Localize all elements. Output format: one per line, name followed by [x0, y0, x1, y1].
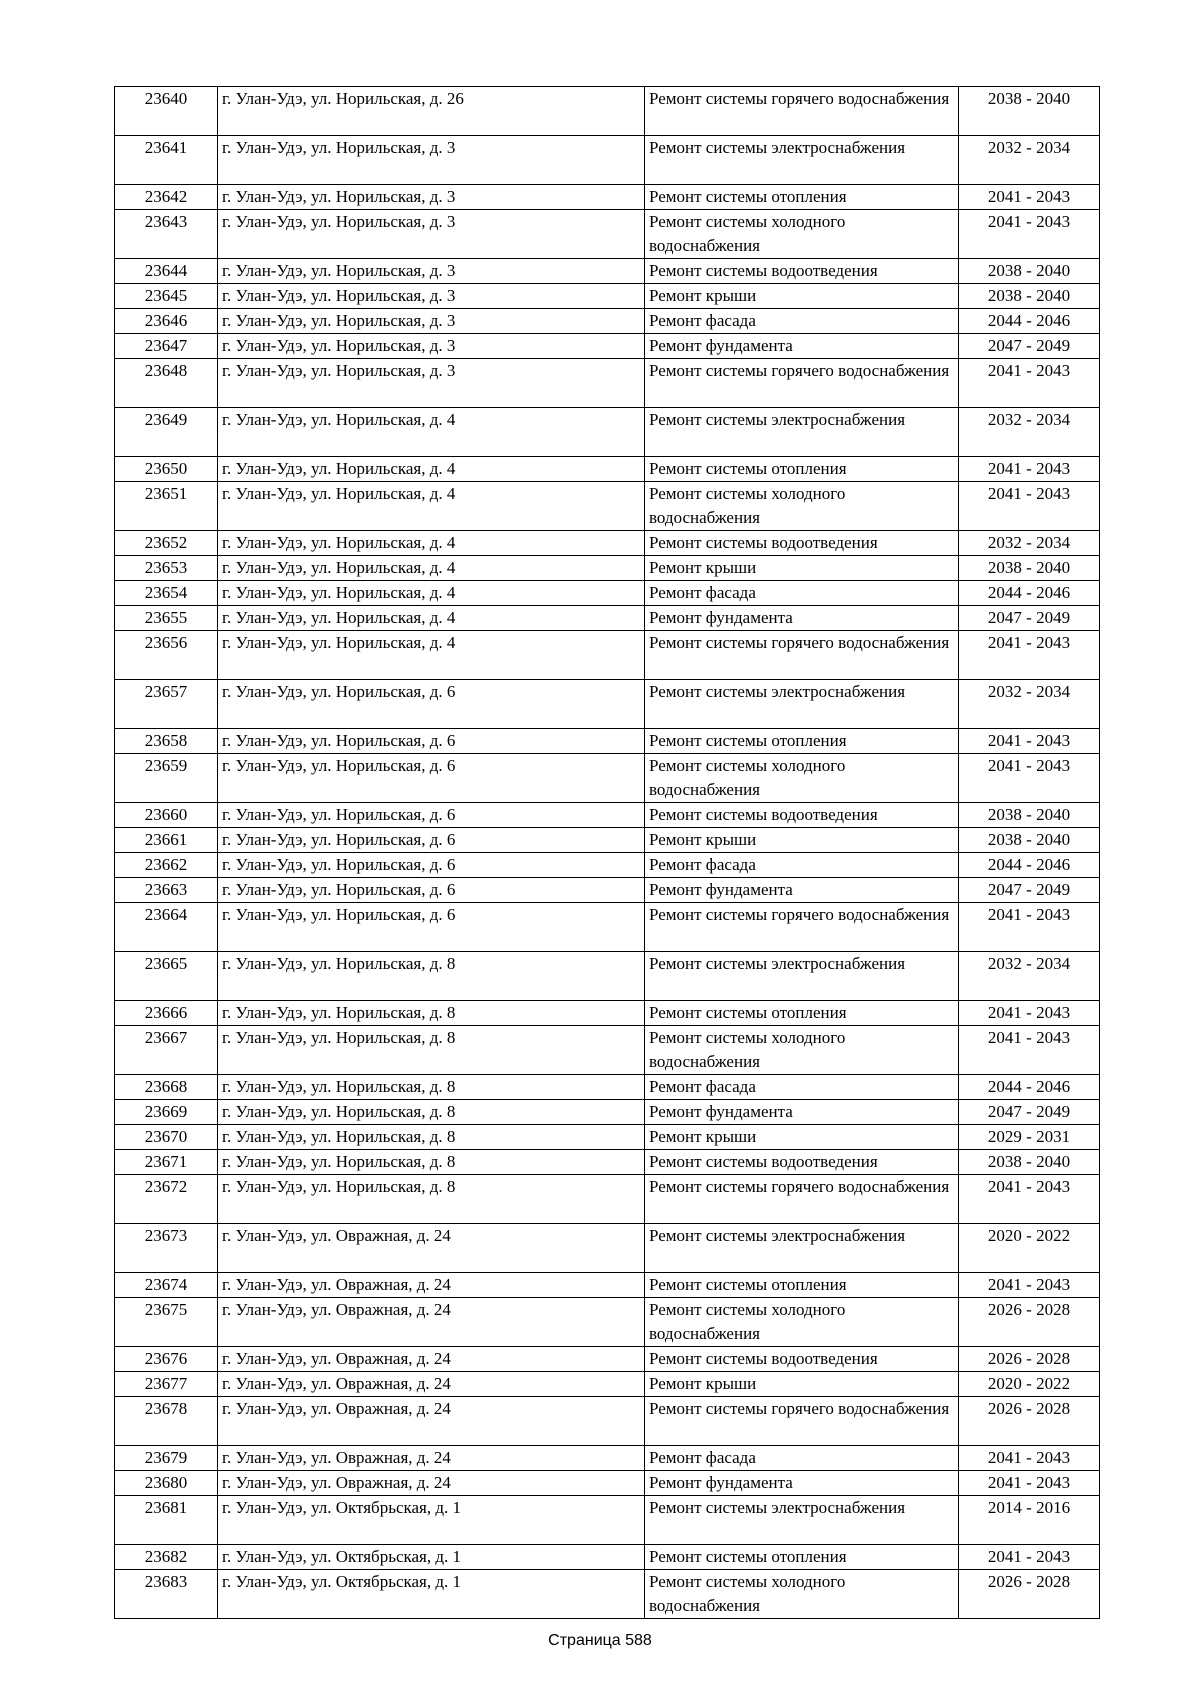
work-type-cell: Ремонт системы водоотведения — [645, 803, 959, 828]
work-type-cell: Ремонт системы отопления — [645, 1545, 959, 1570]
work-type-cell: Ремонт фундамента — [645, 1100, 959, 1125]
row-number-cell: 23674 — [115, 1273, 218, 1298]
row-number-cell: 23645 — [115, 284, 218, 309]
period-cell: 2041 - 2043 — [959, 1273, 1100, 1298]
work-type-cell: Ремонт системы горячего водоснабжения — [645, 631, 959, 680]
table-row — [115, 1273, 1100, 1298]
row-number-cell: 23669 — [115, 1100, 218, 1125]
row-number-cell: 23666 — [115, 1001, 218, 1026]
table-row — [115, 680, 1100, 729]
address-cell: г. Улан-Удэ, ул. Норильская, д. 8 — [218, 1175, 645, 1224]
table-row — [115, 309, 1100, 334]
period-cell: 2026 - 2028 — [959, 1570, 1100, 1619]
period-cell: 2041 - 2043 — [959, 1446, 1100, 1471]
period-cell: 2041 - 2043 — [959, 359, 1100, 408]
row-number-cell: 23654 — [115, 581, 218, 606]
work-type-cell: Ремонт системы электроснабжения — [645, 952, 959, 1001]
period-cell: 2041 - 2043 — [959, 1471, 1100, 1496]
period-cell: 2038 - 2040 — [959, 828, 1100, 853]
period-cell: 2041 - 2043 — [959, 457, 1100, 482]
address-cell: г. Улан-Удэ, ул. Норильская, д. 4 — [218, 531, 645, 556]
table-row — [115, 878, 1100, 903]
work-type-cell: Ремонт крыши — [645, 284, 959, 309]
row-number-cell: 23678 — [115, 1397, 218, 1446]
work-type-cell: Ремонт системы водоотведения — [645, 1347, 959, 1372]
work-type-cell: Ремонт крыши — [645, 556, 959, 581]
address-cell: г. Улан-Удэ, ул. Норильская, д. 4 — [218, 581, 645, 606]
work-type-cell: Ремонт системы холодного водоснабжения — [645, 482, 959, 531]
table-row — [115, 952, 1100, 1001]
row-number-cell: 23676 — [115, 1347, 218, 1372]
table-row — [115, 556, 1100, 581]
address-cell: г. Улан-Удэ, ул. Норильская, д. 6 — [218, 878, 645, 903]
work-type-cell: Ремонт системы отопления — [645, 185, 959, 210]
work-type-cell: Ремонт фундамента — [645, 1471, 959, 1496]
period-cell: 2032 - 2034 — [959, 136, 1100, 185]
address-cell: г. Улан-Удэ, ул. Норильская, д. 3 — [218, 185, 645, 210]
work-type-cell: Ремонт системы горячего водоснабжения — [645, 1175, 959, 1224]
row-number-cell: 23672 — [115, 1175, 218, 1224]
row-number-cell: 23662 — [115, 853, 218, 878]
period-cell: 2014 - 2016 — [959, 1496, 1100, 1545]
table-row — [115, 408, 1100, 457]
row-number-cell: 23680 — [115, 1471, 218, 1496]
table-row — [115, 1347, 1100, 1372]
period-cell: 2041 - 2043 — [959, 482, 1100, 531]
work-type-cell: Ремонт системы водоотведения — [645, 1150, 959, 1175]
row-number-cell: 23671 — [115, 1150, 218, 1175]
period-cell: 2020 - 2022 — [959, 1224, 1100, 1273]
address-cell: г. Улан-Удэ, ул. Норильская, д. 3 — [218, 259, 645, 284]
address-cell: г. Улан-Удэ, ул. Норильская, д. 6 — [218, 828, 645, 853]
table-row — [115, 1397, 1100, 1446]
period-cell: 2041 - 2043 — [959, 1001, 1100, 1026]
table-row — [115, 853, 1100, 878]
address-cell: г. Улан-Удэ, ул. Норильская, д. 8 — [218, 1075, 645, 1100]
address-cell: г. Улан-Удэ, ул. Норильская, д. 4 — [218, 631, 645, 680]
address-cell: г. Улан-Удэ, ул. Октябрьская, д. 1 — [218, 1496, 645, 1545]
table-row — [115, 1150, 1100, 1175]
work-type-cell: Ремонт системы холодного водоснабжения — [645, 210, 959, 259]
period-cell: 2041 - 2043 — [959, 754, 1100, 803]
address-cell: г. Улан-Удэ, ул. Норильская, д. 8 — [218, 1125, 645, 1150]
address-cell: г. Улан-Удэ, ул. Овражная, д. 24 — [218, 1471, 645, 1496]
period-cell: 2041 - 2043 — [959, 631, 1100, 680]
row-number-cell: 23642 — [115, 185, 218, 210]
work-type-cell: Ремонт системы отопления — [645, 729, 959, 754]
row-number-cell: 23681 — [115, 1496, 218, 1545]
row-number-cell: 23673 — [115, 1224, 218, 1273]
address-cell: г. Улан-Удэ, ул. Норильская, д. 3 — [218, 309, 645, 334]
period-cell: 2032 - 2034 — [959, 952, 1100, 1001]
row-number-cell: 23651 — [115, 482, 218, 531]
period-cell: 2032 - 2034 — [959, 408, 1100, 457]
row-number-cell: 23650 — [115, 457, 218, 482]
address-cell: г. Улан-Удэ, ул. Овражная, д. 24 — [218, 1273, 645, 1298]
address-cell: г. Улан-Удэ, ул. Норильская, д. 6 — [218, 903, 645, 952]
work-type-cell: Ремонт фундамента — [645, 606, 959, 631]
row-number-cell: 23661 — [115, 828, 218, 853]
table-row — [115, 136, 1100, 185]
period-cell: 2038 - 2040 — [959, 259, 1100, 284]
period-cell: 2041 - 2043 — [959, 210, 1100, 259]
work-type-cell: Ремонт системы горячего водоснабжения — [645, 1397, 959, 1446]
table-row — [115, 606, 1100, 631]
table-row — [115, 359, 1100, 408]
table-row — [115, 803, 1100, 828]
table-row — [115, 581, 1100, 606]
row-number-cell: 23648 — [115, 359, 218, 408]
row-number-cell: 23682 — [115, 1545, 218, 1570]
period-cell: 2044 - 2046 — [959, 1075, 1100, 1100]
table-row — [115, 531, 1100, 556]
period-cell: 2026 - 2028 — [959, 1298, 1100, 1347]
period-cell: 2047 - 2049 — [959, 1100, 1100, 1125]
address-cell: г. Улан-Удэ, ул. Овражная, д. 24 — [218, 1446, 645, 1471]
work-type-cell: Ремонт системы электроснабжения — [645, 1496, 959, 1545]
period-cell: 2026 - 2028 — [959, 1397, 1100, 1446]
row-number-cell: 23655 — [115, 606, 218, 631]
address-cell: г. Улан-Удэ, ул. Норильская, д. 6 — [218, 680, 645, 729]
period-cell: 2041 - 2043 — [959, 1175, 1100, 1224]
address-cell: г. Улан-Удэ, ул. Норильская, д. 6 — [218, 803, 645, 828]
row-number-cell: 23677 — [115, 1372, 218, 1397]
table-row — [115, 1026, 1100, 1075]
table-row — [115, 457, 1100, 482]
address-cell: г. Улан-Удэ, ул. Норильская, д. 3 — [218, 334, 645, 359]
row-number-cell: 23640 — [115, 87, 218, 136]
table-row — [115, 1001, 1100, 1026]
address-cell: г. Улан-Удэ, ул. Норильская, д. 8 — [218, 1001, 645, 1026]
row-number-cell: 23664 — [115, 903, 218, 952]
period-cell: 2044 - 2046 — [959, 853, 1100, 878]
table-row — [115, 828, 1100, 853]
work-type-cell: Ремонт фундамента — [645, 334, 959, 359]
table-row — [115, 185, 1100, 210]
work-type-cell: Ремонт системы отопления — [645, 1001, 959, 1026]
period-cell: 2047 - 2049 — [959, 606, 1100, 631]
work-type-cell: Ремонт системы горячего водоснабжения — [645, 359, 959, 408]
work-type-cell: Ремонт крыши — [645, 1372, 959, 1397]
table-row — [115, 482, 1100, 531]
table-row — [115, 1224, 1100, 1273]
work-type-cell: Ремонт фасада — [645, 581, 959, 606]
address-cell: г. Улан-Удэ, ул. Норильская, д. 3 — [218, 136, 645, 185]
period-cell: 2029 - 2031 — [959, 1125, 1100, 1150]
address-cell: г. Улан-Удэ, ул. Овражная, д. 24 — [218, 1224, 645, 1273]
table-row — [115, 903, 1100, 952]
address-cell: г. Улан-Удэ, ул. Норильская, д. 4 — [218, 457, 645, 482]
work-type-cell: Ремонт системы электроснабжения — [645, 136, 959, 185]
repair-schedule-table — [114, 86, 1100, 1619]
address-cell: г. Улан-Удэ, ул. Норильская, д. 3 — [218, 210, 645, 259]
row-number-cell: 23644 — [115, 259, 218, 284]
table-row — [115, 1446, 1100, 1471]
repair-schedule-body — [115, 87, 1100, 1619]
row-number-cell: 23649 — [115, 408, 218, 457]
address-cell: г. Улан-Удэ, ул. Норильская, д. 3 — [218, 359, 645, 408]
work-type-cell: Ремонт системы горячего водоснабжения — [645, 87, 959, 136]
address-cell: г. Улан-Удэ, ул. Норильская, д. 4 — [218, 556, 645, 581]
work-type-cell: Ремонт системы холодного водоснабжения — [645, 1298, 959, 1347]
address-cell: г. Улан-Удэ, ул. Октябрьская, д. 1 — [218, 1570, 645, 1619]
row-number-cell: 23657 — [115, 680, 218, 729]
row-number-cell: 23668 — [115, 1075, 218, 1100]
row-number-cell: 23659 — [115, 754, 218, 803]
address-cell: г. Улан-Удэ, ул. Октябрьская, д. 1 — [218, 1545, 645, 1570]
address-cell: г. Улан-Удэ, ул. Норильская, д. 8 — [218, 1100, 645, 1125]
row-number-cell: 23653 — [115, 556, 218, 581]
address-cell: г. Улан-Удэ, ул. Норильская, д. 6 — [218, 853, 645, 878]
row-number-cell: 23643 — [115, 210, 218, 259]
table-row — [115, 259, 1100, 284]
period-cell: 2041 - 2043 — [959, 1545, 1100, 1570]
work-type-cell: Ремонт фасада — [645, 309, 959, 334]
address-cell: г. Улан-Удэ, ул. Овражная, д. 24 — [218, 1372, 645, 1397]
table-row — [115, 284, 1100, 309]
period-cell: 2038 - 2040 — [959, 87, 1100, 136]
period-cell: 2044 - 2046 — [959, 581, 1100, 606]
period-cell: 2041 - 2043 — [959, 1026, 1100, 1075]
table-row — [115, 210, 1100, 259]
table-row — [115, 1175, 1100, 1224]
period-cell: 2044 - 2046 — [959, 309, 1100, 334]
period-cell: 2038 - 2040 — [959, 556, 1100, 581]
period-cell: 2041 - 2043 — [959, 185, 1100, 210]
period-cell: 2047 - 2049 — [959, 334, 1100, 359]
period-cell: 2032 - 2034 — [959, 680, 1100, 729]
address-cell: г. Улан-Удэ, ул. Овражная, д. 24 — [218, 1397, 645, 1446]
table-row — [115, 1100, 1100, 1125]
work-type-cell: Ремонт системы электроснабжения — [645, 408, 959, 457]
row-number-cell: 23667 — [115, 1026, 218, 1075]
row-number-cell: 23683 — [115, 1570, 218, 1619]
period-cell: 2026 - 2028 — [959, 1347, 1100, 1372]
work-type-cell: Ремонт фасада — [645, 1075, 959, 1100]
address-cell: г. Улан-Удэ, ул. Норильская, д. 8 — [218, 952, 645, 1001]
table-row — [115, 1545, 1100, 1570]
table-row — [115, 754, 1100, 803]
row-number-cell: 23675 — [115, 1298, 218, 1347]
row-number-cell: 23679 — [115, 1446, 218, 1471]
row-number-cell: 23646 — [115, 309, 218, 334]
period-cell: 2020 - 2022 — [959, 1372, 1100, 1397]
address-cell: г. Улан-Удэ, ул. Овражная, д. 24 — [218, 1347, 645, 1372]
address-cell: г. Улан-Удэ, ул. Норильская, д. 8 — [218, 1150, 645, 1175]
address-cell: г. Улан-Удэ, ул. Норильская, д. 6 — [218, 754, 645, 803]
address-cell: г. Улан-Удэ, ул. Норильская, д. 3 — [218, 284, 645, 309]
work-type-cell: Ремонт фасада — [645, 853, 959, 878]
work-type-cell: Ремонт системы электроснабжения — [645, 680, 959, 729]
work-type-cell: Ремонт системы водоотведения — [645, 259, 959, 284]
period-cell: 2038 - 2040 — [959, 284, 1100, 309]
address-cell: г. Улан-Удэ, ул. Норильская, д. 4 — [218, 408, 645, 457]
row-number-cell: 23665 — [115, 952, 218, 1001]
table-row — [115, 87, 1100, 136]
work-type-cell: Ремонт системы холодного водоснабжения — [645, 1026, 959, 1075]
table-row — [115, 334, 1100, 359]
row-number-cell: 23660 — [115, 803, 218, 828]
period-cell: 2038 - 2040 — [959, 1150, 1100, 1175]
work-type-cell: Ремонт системы холодного водоснабжения — [645, 1570, 959, 1619]
work-type-cell: Ремонт системы электроснабжения — [645, 1224, 959, 1273]
row-number-cell: 23652 — [115, 531, 218, 556]
work-type-cell: Ремонт крыши — [645, 828, 959, 853]
work-type-cell: Ремонт фасада — [645, 1446, 959, 1471]
row-number-cell: 23656 — [115, 631, 218, 680]
table-row — [115, 1496, 1100, 1545]
table-row — [115, 1298, 1100, 1347]
table-row — [115, 1075, 1100, 1100]
work-type-cell: Ремонт крыши — [645, 1125, 959, 1150]
period-cell: 2047 - 2049 — [959, 878, 1100, 903]
work-type-cell: Ремонт системы отопления — [645, 1273, 959, 1298]
address-cell: г. Улан-Удэ, ул. Норильская, д. 26 — [218, 87, 645, 136]
table-row — [115, 1570, 1100, 1619]
address-cell: г. Улан-Удэ, ул. Овражная, д. 24 — [218, 1298, 645, 1347]
work-type-cell: Ремонт системы горячего водоснабжения — [645, 903, 959, 952]
row-number-cell: 23641 — [115, 136, 218, 185]
address-cell: г. Улан-Удэ, ул. Норильская, д. 4 — [218, 482, 645, 531]
work-type-cell: Ремонт фундамента — [645, 878, 959, 903]
table-row — [115, 1125, 1100, 1150]
row-number-cell: 23658 — [115, 729, 218, 754]
row-number-cell: 23663 — [115, 878, 218, 903]
row-number-cell: 23647 — [115, 334, 218, 359]
table-row — [115, 729, 1100, 754]
address-cell: г. Улан-Удэ, ул. Норильская, д. 4 — [218, 606, 645, 631]
work-type-cell: Ремонт системы холодного водоснабжения — [645, 754, 959, 803]
address-cell: г. Улан-Удэ, ул. Норильская, д. 8 — [218, 1026, 645, 1075]
table-row — [115, 631, 1100, 680]
period-cell: 2032 - 2034 — [959, 531, 1100, 556]
table-row — [115, 1471, 1100, 1496]
period-cell: 2038 - 2040 — [959, 803, 1100, 828]
work-type-cell: Ремонт системы водоотведения — [645, 531, 959, 556]
period-cell: 2041 - 2043 — [959, 903, 1100, 952]
page-number: Страница 588 — [548, 1632, 652, 1649]
period-cell: 2041 - 2043 — [959, 729, 1100, 754]
work-type-cell: Ремонт системы отопления — [645, 457, 959, 482]
table-row — [115, 1372, 1100, 1397]
row-number-cell: 23670 — [115, 1125, 218, 1150]
address-cell: г. Улан-Удэ, ул. Норильская, д. 6 — [218, 729, 645, 754]
